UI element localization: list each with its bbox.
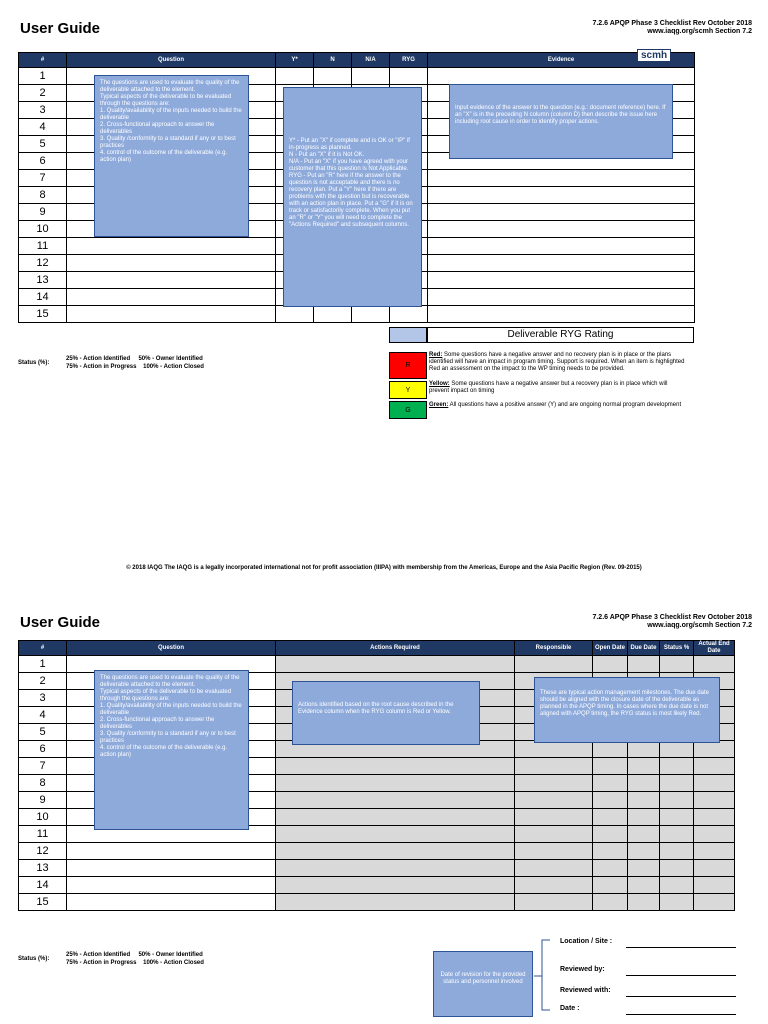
open-date-cell[interactable] bbox=[593, 775, 628, 792]
scmh-logo: scmh bbox=[637, 49, 671, 62]
question-cell[interactable] bbox=[67, 238, 276, 255]
yes-cell[interactable] bbox=[276, 68, 314, 85]
status-line-2: 75% - Action in Progress 100% - Action Closed bbox=[66, 960, 204, 966]
due-date-cell[interactable] bbox=[628, 775, 660, 792]
open-date-cell[interactable] bbox=[593, 758, 628, 775]
reviewed-with-label: Reviewed with: bbox=[560, 987, 611, 994]
col-status: Status % bbox=[660, 641, 694, 656]
answer-columns-help-callout: Y* - Put an "X" if complete and is OK or "IP" if in-progress as planned. N - Put an "X" if it is Not OK. N/A - Put an "X" if you have agreed with your customer that this question is Not Applicable. RYG - Put an "R" here if the answer to the question is not acceptable and there is no recovery plan. Put a "Y" here if there are problems with the question but is recoverable with an action plan in place. Put a "G" if it is on track or satisfactorily complete. When you put an "R" or "Y" you will need to complete the "Actions Required" and subsequent columns. bbox=[283, 87, 422, 307]
question-cell[interactable] bbox=[67, 843, 276, 860]
open-date-cell[interactable] bbox=[593, 877, 628, 894]
due-date-cell[interactable] bbox=[628, 656, 660, 673]
open-date-cell[interactable] bbox=[593, 809, 628, 826]
col-ryg: RYG bbox=[390, 53, 428, 68]
col-na: N/A bbox=[352, 53, 390, 68]
row-number: 5 bbox=[19, 724, 67, 741]
document-reference bbox=[592, 20, 752, 36]
open-date-cell[interactable] bbox=[593, 894, 628, 911]
ryg-yellow-description bbox=[429, 381, 689, 395]
responsible-cell[interactable] bbox=[515, 826, 593, 843]
row-number: 8 bbox=[19, 775, 67, 792]
evidence-cell[interactable] bbox=[428, 170, 695, 187]
responsible-cell[interactable] bbox=[515, 843, 593, 860]
actual-end-date-cell[interactable] bbox=[694, 826, 735, 843]
row-number: 3 bbox=[19, 102, 67, 119]
responsible-cell[interactable] bbox=[515, 741, 593, 758]
date-field[interactable] bbox=[626, 1014, 736, 1015]
due-date-cell[interactable] bbox=[628, 860, 660, 877]
page-title: User Guide bbox=[20, 20, 101, 37]
status-cell[interactable] bbox=[660, 741, 694, 758]
actions-required-cell[interactable] bbox=[276, 656, 515, 673]
ryg-yellow-swatch: Y bbox=[389, 381, 427, 399]
open-date-cell[interactable] bbox=[593, 741, 628, 758]
copyright-notice: © 2018 IAQG The IAQG is a legally incorporated international not for profit association (IIIPA) with membership from the Americas, Europe and the Asia Pacific Region (Rev. 09-2015) bbox=[126, 565, 642, 571]
row-number: 13 bbox=[19, 272, 67, 289]
evidence-cell[interactable] bbox=[428, 221, 695, 238]
question-cell[interactable] bbox=[67, 860, 276, 877]
ryg-red-description bbox=[429, 352, 689, 373]
status-cell[interactable] bbox=[660, 826, 694, 843]
actions-required-cell[interactable] bbox=[276, 894, 515, 911]
actions-required-cell[interactable] bbox=[276, 826, 515, 843]
document-reference-2 bbox=[592, 614, 752, 630]
question-cell[interactable] bbox=[67, 255, 276, 272]
col-number: # bbox=[19, 641, 67, 656]
actual-end-date-cell[interactable] bbox=[694, 843, 735, 860]
status-label: Status (%): bbox=[18, 956, 50, 962]
question-cell[interactable] bbox=[67, 894, 276, 911]
actions-required-cell[interactable] bbox=[276, 775, 515, 792]
row-number: 6 bbox=[19, 153, 67, 170]
reviewed-by-label: Reviewed by: bbox=[560, 966, 605, 973]
question-cell[interactable] bbox=[67, 289, 276, 306]
evidence-cell[interactable] bbox=[428, 238, 695, 255]
status-cell[interactable] bbox=[660, 656, 694, 673]
row-number: 9 bbox=[19, 204, 67, 221]
row-number: 14 bbox=[19, 289, 67, 306]
due-date-cell[interactable] bbox=[628, 741, 660, 758]
actions-required-cell[interactable] bbox=[276, 809, 515, 826]
question-cell[interactable] bbox=[67, 877, 276, 894]
responsible-cell[interactable] bbox=[515, 877, 593, 894]
row-number: 14 bbox=[19, 877, 67, 894]
status-cell[interactable] bbox=[660, 877, 694, 894]
yes-cell[interactable] bbox=[276, 306, 314, 323]
status-cell[interactable] bbox=[660, 775, 694, 792]
row-number: 11 bbox=[19, 826, 67, 843]
due-date-cell[interactable] bbox=[628, 877, 660, 894]
due-date-cell[interactable] bbox=[628, 826, 660, 843]
location-site-label: Location / Site : bbox=[560, 938, 613, 945]
actual-end-date-cell[interactable] bbox=[694, 894, 735, 911]
row-number: 2 bbox=[19, 85, 67, 102]
col-open-date: Open Date bbox=[593, 641, 628, 656]
table-row bbox=[19, 860, 735, 877]
col-evidence: Evidence bbox=[428, 53, 695, 68]
row-number: 4 bbox=[19, 707, 67, 724]
responsible-cell[interactable] bbox=[515, 656, 593, 673]
evidence-cell[interactable] bbox=[428, 272, 695, 289]
evidence-cell[interactable] bbox=[428, 204, 695, 221]
no-cell[interactable] bbox=[314, 306, 352, 323]
open-date-cell[interactable] bbox=[593, 843, 628, 860]
page-title-2: User Guide bbox=[20, 614, 101, 631]
location-site-field[interactable] bbox=[626, 947, 736, 948]
row-number: 6 bbox=[19, 741, 67, 758]
table-header-row bbox=[19, 641, 735, 656]
col-question: Question bbox=[67, 641, 276, 656]
status-cell[interactable] bbox=[660, 894, 694, 911]
responsible-cell[interactable] bbox=[515, 860, 593, 877]
actual-end-date-cell[interactable] bbox=[694, 860, 735, 877]
header-line-2: www.iaqg.org/scmh Section 7.2 bbox=[647, 28, 752, 35]
row-number: 13 bbox=[19, 860, 67, 877]
ryg-green-description bbox=[429, 402, 689, 409]
row-number: 1 bbox=[19, 68, 67, 85]
due-date-cell[interactable] bbox=[628, 843, 660, 860]
col-actions-required: Actions Required bbox=[276, 641, 515, 656]
table-row bbox=[19, 894, 735, 911]
header-line-1: 7.2.6 APQP Phase 3 Checklist Rev October 2018 bbox=[592, 20, 752, 27]
revision-help-callout: Date of revision for the provided status and personnel involved bbox=[433, 951, 533, 1017]
evidence-help-callout: Input evidence of the answer to the question (e.g.: document reference) here. If an "X" is in the preceding N column (column D) then describe the issue here including root cause in order to identify proper actions. bbox=[449, 84, 673, 159]
row-number: 15 bbox=[19, 306, 67, 323]
ryg-cell[interactable] bbox=[390, 306, 428, 323]
open-date-cell[interactable] bbox=[593, 656, 628, 673]
deliverable-ryg-cell[interactable] bbox=[389, 327, 427, 343]
actions-required-cell[interactable] bbox=[276, 792, 515, 809]
col-no: N bbox=[314, 53, 352, 68]
status-cell[interactable] bbox=[660, 792, 694, 809]
row-number: 8 bbox=[19, 187, 67, 204]
header-line-1: 7.2.6 APQP Phase 3 Checklist Rev October 2018 bbox=[592, 614, 752, 621]
ryg-red-name: Red: bbox=[429, 352, 443, 358]
status-cell[interactable] bbox=[660, 758, 694, 775]
col-number: # bbox=[19, 53, 67, 68]
table-row bbox=[19, 877, 735, 894]
row-number: 4 bbox=[19, 119, 67, 136]
actual-end-date-cell[interactable] bbox=[694, 792, 735, 809]
col-due-date: Due Date bbox=[628, 641, 660, 656]
due-date-cell[interactable] bbox=[628, 792, 660, 809]
ryg-red-text: Some questions have a negative answer and no recovery plan is in place or the plans identified will have an impact in program timing. Support is required. When an item is highlighted Red an assessment on the impact to the WP timing needs to be provided. bbox=[429, 352, 685, 372]
reviewed-with-field[interactable] bbox=[626, 996, 736, 997]
date-label: Date : bbox=[560, 1005, 580, 1012]
responsible-cell[interactable] bbox=[515, 758, 593, 775]
question-help-callout-2: The questions are used to evaluate the quality of the deliverable attached to the element. Typical aspects of the deliverable to be evaluated through the questions are: 1. Quality/availability of the inputs needed to build the deliverable 2. Cross-functional approach to answer the deliverables 3. Quality /conformity to a standard if any or to best practices 4. control of the outcome of the deliverable (e.g. action plan) bbox=[94, 670, 249, 830]
ryg-cell[interactable] bbox=[390, 68, 428, 85]
open-date-cell[interactable] bbox=[593, 792, 628, 809]
status-line-2: 75% - Action in Progress 100% - Action Closed bbox=[66, 364, 204, 370]
actual-end-date-cell[interactable] bbox=[694, 758, 735, 775]
evidence-cell[interactable] bbox=[428, 289, 695, 306]
question-cell[interactable] bbox=[67, 306, 276, 323]
ryg-yellow-text: Some questions have a negative answer but a recovery plan is in place which will prevent impact on timing bbox=[429, 381, 668, 394]
na-cell[interactable] bbox=[352, 68, 390, 85]
ryg-red-swatch: R bbox=[389, 352, 427, 379]
evidence-cell[interactable] bbox=[428, 255, 695, 272]
status-legend-2 bbox=[18, 952, 258, 970]
row-number: 5 bbox=[19, 136, 67, 153]
ryg-green-swatch: G bbox=[389, 401, 427, 419]
row-number: 12 bbox=[19, 843, 67, 860]
responsible-cell[interactable] bbox=[515, 894, 593, 911]
milestones-help-callout: These are typical action management milestones. The due date should be aligned with the closure date of the deliverable as planned in the APQP timing. In cases where the due date is not aligned with APQP timing, the RYG status is most likely Red. bbox=[534, 677, 720, 743]
actual-end-date-cell[interactable] bbox=[694, 877, 735, 894]
row-number: 7 bbox=[19, 170, 67, 187]
status-cell[interactable] bbox=[660, 843, 694, 860]
actions-required-cell[interactable] bbox=[276, 758, 515, 775]
header-line-2: www.iaqg.org/scmh Section 7.2 bbox=[647, 622, 752, 629]
actual-end-date-cell[interactable] bbox=[694, 656, 735, 673]
actions-required-cell[interactable] bbox=[276, 877, 515, 894]
na-cell[interactable] bbox=[352, 306, 390, 323]
reviewed-by-field[interactable] bbox=[626, 975, 736, 976]
due-date-cell[interactable] bbox=[628, 758, 660, 775]
actions-help-callout: Actions identified based on the root cause described in the Evidence column when the RYG column is Red or Yellow. bbox=[292, 681, 480, 745]
row-number: 10 bbox=[19, 221, 67, 238]
status-cell[interactable] bbox=[660, 809, 694, 826]
col-actual-end-date: Actual End Date bbox=[694, 641, 735, 656]
ryg-yellow-name: Yellow: bbox=[429, 381, 450, 387]
table-header-row bbox=[19, 53, 695, 68]
due-date-cell[interactable] bbox=[628, 894, 660, 911]
actual-end-date-cell[interactable] bbox=[694, 741, 735, 758]
responsible-cell[interactable] bbox=[515, 792, 593, 809]
responsible-cell[interactable] bbox=[515, 809, 593, 826]
col-yes: Y* bbox=[276, 53, 314, 68]
ryg-green-text: All questions have a positive answer (Y) and are ongoing normal program development bbox=[448, 402, 682, 408]
responsible-cell[interactable] bbox=[515, 775, 593, 792]
actions-required-cell[interactable] bbox=[276, 843, 515, 860]
status-line-1: 25% - Action Identified 50% - Owner Identified bbox=[66, 356, 203, 362]
status-line-1: 25% - Action Identified 50% - Owner Identified bbox=[66, 952, 203, 958]
evidence-cell[interactable] bbox=[428, 306, 695, 323]
deliverable-ryg-label: Deliverable RYG Rating bbox=[427, 327, 694, 343]
open-date-cell[interactable] bbox=[593, 860, 628, 877]
row-number: 2 bbox=[19, 673, 67, 690]
row-number: 3 bbox=[19, 690, 67, 707]
row-number: 9 bbox=[19, 792, 67, 809]
row-number: 1 bbox=[19, 656, 67, 673]
status-label: Status (%): bbox=[18, 360, 50, 366]
open-date-cell[interactable] bbox=[593, 826, 628, 843]
row-number: 11 bbox=[19, 238, 67, 255]
table-row bbox=[19, 306, 695, 323]
question-help-callout: The questions are used to evaluate the quality of the deliverable attached to the element. Typical aspects of the deliverable to be evaluated through the questions are: 1. Quality/availability of the inputs needed to build the deliverable 2. Cross-functional approach to answer the deliverables 3. Quality /conformity to a standard if any or to best practices 4. control of the outcome of the deliverable (e.g. action plan) bbox=[94, 75, 249, 237]
question-cell[interactable] bbox=[67, 272, 276, 289]
row-number: 15 bbox=[19, 894, 67, 911]
row-number: 12 bbox=[19, 255, 67, 272]
bracket-connector bbox=[530, 938, 554, 1014]
ryg-green-name: Green: bbox=[429, 402, 449, 408]
status-cell[interactable] bbox=[660, 860, 694, 877]
col-question: Question bbox=[67, 53, 276, 68]
due-date-cell[interactable] bbox=[628, 809, 660, 826]
row-number: 7 bbox=[19, 758, 67, 775]
col-responsible: Responsible bbox=[515, 641, 593, 656]
actual-end-date-cell[interactable] bbox=[694, 809, 735, 826]
evidence-cell[interactable] bbox=[428, 187, 695, 204]
row-number: 10 bbox=[19, 809, 67, 826]
actions-required-cell[interactable] bbox=[276, 860, 515, 877]
status-legend bbox=[18, 356, 258, 374]
table-row bbox=[19, 843, 735, 860]
actual-end-date-cell[interactable] bbox=[694, 775, 735, 792]
evidence-cell[interactable] bbox=[428, 68, 695, 85]
no-cell[interactable] bbox=[314, 68, 352, 85]
